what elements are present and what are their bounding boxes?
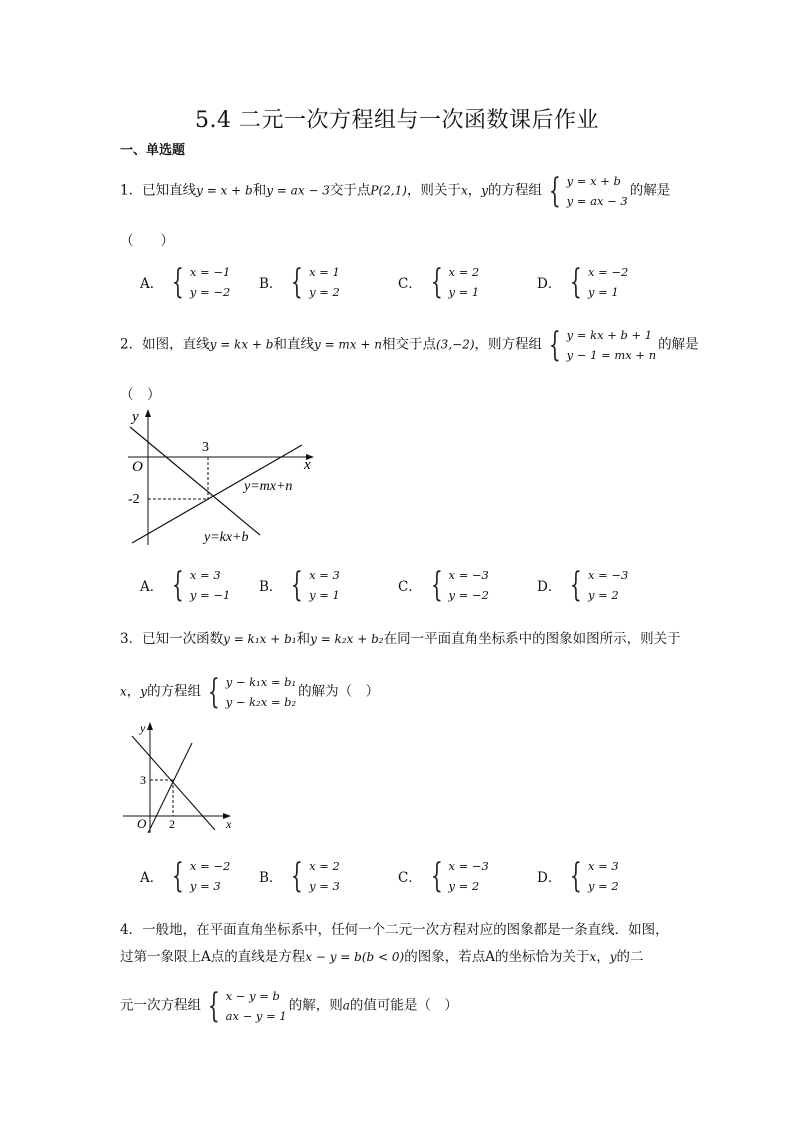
x-tick-label: 2 xyxy=(169,817,175,831)
question-4-line3: 元一次方程组 { x − y = b ax − y = 1 的解，则a的值可能是（ ） xyxy=(120,986,458,1026)
y-tick-label: 3 xyxy=(140,773,146,787)
x-axis-label: x xyxy=(304,457,311,473)
question-4-line1: 4．一般地，在平面直角坐标系中，任何一个二元一次方程对应的图象都是一条直线．如图， xyxy=(120,922,669,938)
question-3-stem-line1: 3．已知一次函数y = k₁x + b₁和y = k₂x + b₂在同一平面直角坐标系中的图象如图所示，则关于 xyxy=(120,631,681,647)
figure-q3 xyxy=(120,718,245,836)
figure-q2 xyxy=(120,405,320,550)
y-tick-label: -2 xyxy=(128,492,140,507)
line-label-kx-b: y=kx+b xyxy=(204,530,249,545)
option-a[interactable]: A． { x = −2 y = 3 xyxy=(140,856,231,896)
question-2-stem: 2．如图，直线y = kx + b和直线y = mx + n相交于点(3,−2)，则方程组 { y = kx + b + 1 y − 1 = mx + n 的解是 xyxy=(120,325,699,365)
option-b[interactable]: B． { x = 1 y = 2 xyxy=(259,262,340,302)
answer-paren: （ ） xyxy=(120,233,174,249)
answer-paren: （ ） xyxy=(120,387,161,403)
y-axis-label: y xyxy=(140,721,146,735)
question-1-stem: 1．已知直线y = x + b和y = ax − 3交于点P(2,1)，则关于x，y的方程组 { y = x + b y = ax − 3 的解是 xyxy=(120,171,671,211)
option-d[interactable]: D． { x = −3 y = 2 xyxy=(537,565,629,605)
y-axis-label: y xyxy=(132,409,139,425)
equation-system: { y − k₁x = b₁ y − k₂x = b₂ xyxy=(207,672,297,712)
equation-system: { y = kx + b + 1 y − 1 = mx + n xyxy=(548,325,657,365)
option-c[interactable]: C． { x = 2 y = 1 xyxy=(398,262,480,302)
question-4-line2: 过第一象限上A点的直线是方程x − y = b(b < 0)的图象，若点A的坐标恰为关于x，y的二 xyxy=(120,949,644,965)
page-title: 5.4 二元一次方程组与一次函数课后作业 xyxy=(195,108,599,133)
line-label-mx-n: y=mx+n xyxy=(244,479,293,494)
equation-system: { y = x + b y = ax − 3 xyxy=(548,171,628,211)
option-c[interactable]: C． { x = −3 y = 2 xyxy=(398,856,489,896)
option-a[interactable]: A． { x = −1 y = −2 xyxy=(140,262,231,302)
option-d[interactable]: D． { x = −2 y = 1 xyxy=(537,262,629,302)
origin-label: O xyxy=(132,459,143,475)
origin-label: O xyxy=(137,816,147,831)
equation-system: { x − y = b ax − y = 1 xyxy=(207,986,287,1026)
option-a[interactable]: A． { x = 3 y = −1 xyxy=(140,565,231,605)
x-axis-label: x xyxy=(226,817,232,831)
option-b[interactable]: B． { x = 2 y = 3 xyxy=(259,856,340,896)
option-c[interactable]: C． { x = −3 y = −2 xyxy=(398,565,489,605)
option-b[interactable]: B． { x = 3 y = 1 xyxy=(259,565,340,605)
line-mx-n xyxy=(132,445,302,543)
section-heading: 一、单选题 xyxy=(120,143,186,158)
question-3-stem-line2: x，y的方程组 { y − k₁x = b₁ y − k₂x = b₂ 的解为（ ） xyxy=(120,672,380,712)
x-tick-label: 3 xyxy=(202,440,209,455)
option-d[interactable]: D． { x = 3 y = 2 xyxy=(537,856,619,896)
